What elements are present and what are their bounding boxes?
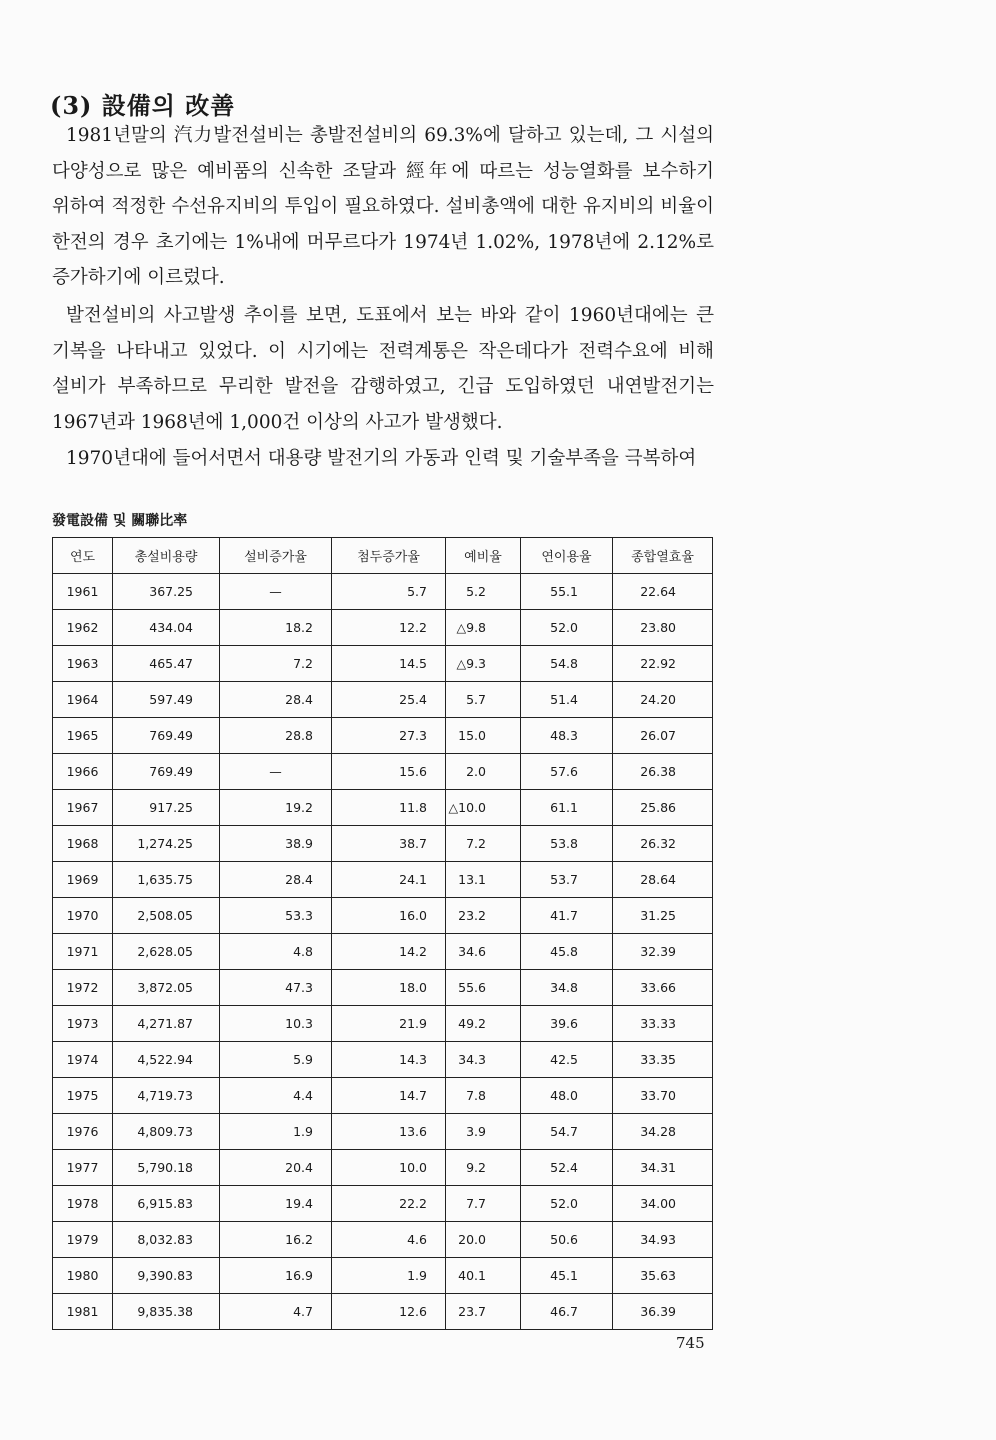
table-cell: 26.32 [613, 826, 713, 862]
table-cell: 465.47 [113, 646, 220, 682]
table-cell: 18.0 [332, 970, 446, 1006]
table-cell: 1978 [53, 1186, 113, 1222]
table-cell: 52.0 [521, 1186, 613, 1222]
table-cell: 46.7 [521, 1294, 613, 1330]
table-cell: △9.8 [446, 610, 521, 646]
table-row [53, 1006, 713, 1042]
table-row [53, 1042, 713, 1078]
table-cell: 26.07 [613, 718, 713, 754]
table-cell: 6,915.83 [113, 1186, 220, 1222]
table-cell: 9,390.83 [113, 1258, 220, 1294]
table-row [53, 574, 713, 610]
table-cell: 7.8 [446, 1078, 521, 1114]
table-cell: 22.92 [613, 646, 713, 682]
table-cell: 2.0 [446, 754, 521, 790]
table-cell: 24.20 [613, 682, 713, 718]
table-cell: 2,628.05 [113, 934, 220, 970]
table-cell: 5.2 [446, 574, 521, 610]
table-cell: 51.4 [521, 682, 613, 718]
table-cell: 20.0 [446, 1222, 521, 1258]
table-cell: 1964 [53, 682, 113, 718]
table-cell: 22.64 [613, 574, 713, 610]
table-cell: 24.1 [332, 862, 446, 898]
table-cell: 21.9 [332, 1006, 446, 1042]
table-cell: 9,835.38 [113, 1294, 220, 1330]
table-cell: 25.4 [332, 682, 446, 718]
table-cell: 4.4 [220, 1078, 332, 1114]
table-cell: 31.25 [613, 898, 713, 934]
table-cell: 40.1 [446, 1258, 521, 1294]
header-reserve-rate: 예비율 [446, 538, 521, 574]
table-cell: 34.00 [613, 1186, 713, 1222]
table-cell: 25.86 [613, 790, 713, 826]
table-cell: 1963 [53, 646, 113, 682]
table-cell: 7.2 [220, 646, 332, 682]
table-cell: 13.1 [446, 862, 521, 898]
table-cell: 1977 [53, 1150, 113, 1186]
table-cell: 27.3 [332, 718, 446, 754]
table-cell: 917.25 [113, 790, 220, 826]
table-cell: 38.9 [220, 826, 332, 862]
table-row [53, 682, 713, 718]
paragraph-maintenance [52, 118, 714, 296]
paragraph-text: 1970년대에 들어서면서 대용량 발전기의 가동과 인력 및 기술부족을 극복하여 [66, 448, 697, 469]
header-utilization: 연이용율 [521, 538, 613, 574]
header-capacity-growth: 설비증가율 [220, 538, 332, 574]
table-cell: 54.8 [521, 646, 613, 682]
table-cell: 36.39 [613, 1294, 713, 1330]
table-row [53, 718, 713, 754]
table-row [53, 610, 713, 646]
table-cell: — [220, 574, 332, 610]
table-cell: 33.70 [613, 1078, 713, 1114]
table-row [53, 898, 713, 934]
table-cell: 41.7 [521, 898, 613, 934]
table-cell: 1,635.75 [113, 862, 220, 898]
table-cell: 1980 [53, 1258, 113, 1294]
table-row [53, 790, 713, 826]
table-cell: 769.49 [113, 754, 220, 790]
table-cell: 47.3 [220, 970, 332, 1006]
table-cell: 1.9 [332, 1258, 446, 1294]
table-cell: 16.2 [220, 1222, 332, 1258]
table-cell: 1975 [53, 1078, 113, 1114]
table-cell: 16.9 [220, 1258, 332, 1294]
table-cell: 1968 [53, 826, 113, 862]
page-number: 745 [676, 1334, 705, 1352]
table-cell: 42.5 [521, 1042, 613, 1078]
table-cell: 53.8 [521, 826, 613, 862]
table-cell: 48.0 [521, 1078, 613, 1114]
table-cell: 22.2 [332, 1186, 446, 1222]
table-row [53, 970, 713, 1006]
table-cell: 28.8 [220, 718, 332, 754]
table-cell: 4.6 [332, 1222, 446, 1258]
table-cell: 13.6 [332, 1114, 446, 1150]
table-cell: 52.4 [521, 1150, 613, 1186]
power-equipment-table [52, 537, 713, 1330]
table-cell: 34.31 [613, 1150, 713, 1186]
table-cell: 769.49 [113, 718, 220, 754]
table-cell: 48.3 [521, 718, 613, 754]
table-cell: 1962 [53, 610, 113, 646]
header-thermal-efficiency: 종합열효율 [613, 538, 713, 574]
table-cell: 34.28 [613, 1114, 713, 1150]
table-cell: 53.3 [220, 898, 332, 934]
table-cell: 32.39 [613, 934, 713, 970]
table-cell: 14.7 [332, 1078, 446, 1114]
table-cell: 15.6 [332, 754, 446, 790]
table-row [53, 1294, 713, 1330]
table-cell: 4,271.87 [113, 1006, 220, 1042]
table-cell: 38.7 [332, 826, 446, 862]
table-cell: 33.66 [613, 970, 713, 1006]
table-cell: 28.4 [220, 682, 332, 718]
table-cell: 1981 [53, 1294, 113, 1330]
table-cell: 5.9 [220, 1042, 332, 1078]
section-heading: (3) 設備의 改善 [50, 91, 236, 120]
table-cell: 33.35 [613, 1042, 713, 1078]
table-cell: 45.1 [521, 1258, 613, 1294]
table-cell: 23.2 [446, 898, 521, 934]
table-row [53, 862, 713, 898]
table-cell: 14.5 [332, 646, 446, 682]
table-cell: 1976 [53, 1114, 113, 1150]
table-cell: 2,508.05 [113, 898, 220, 934]
table-cell: 597.49 [113, 682, 220, 718]
table-row [53, 1150, 713, 1186]
table-cell: 20.4 [220, 1150, 332, 1186]
table-cell: 5.7 [446, 682, 521, 718]
table-cell: 1979 [53, 1222, 113, 1258]
table-cell: 11.8 [332, 790, 446, 826]
table-cell: 10.0 [332, 1150, 446, 1186]
table-cell: 55.1 [521, 574, 613, 610]
table-cell: 1961 [53, 574, 113, 610]
paragraph-text: 1981년말의 汽力발전설비는 총발전설비의 69.3%에 달하고 있는데, 그 시설의 다양성으로 많은 예비품의 신속한 조달과 經年에 따르는 성능열화를 보수하기 위하여 적정한 수선유지비의 투입이 필요하였다. 설비총액에 대한 유지비의 비율이 한전의 경우 초기에는 1%내에 머무르다가 1974년 1.02%, 1978년에 2.12%로 증가하기에 이르렀다. [52, 125, 714, 288]
table-cell: 1.9 [220, 1114, 332, 1150]
table-cell: 33.33 [613, 1006, 713, 1042]
header-year: 연도 [53, 538, 113, 574]
table-cell: 23.80 [613, 610, 713, 646]
table-cell: 7.7 [446, 1186, 521, 1222]
table-cell: 57.6 [521, 754, 613, 790]
table-row [53, 1258, 713, 1294]
table-cell: 53.7 [521, 862, 613, 898]
table-cell: 15.0 [446, 718, 521, 754]
table-cell: 4,809.73 [113, 1114, 220, 1150]
table-cell: — [220, 754, 332, 790]
table-cell: 28.64 [613, 862, 713, 898]
table-cell: 3.9 [446, 1114, 521, 1150]
paragraph-1970s [52, 441, 714, 477]
table-cell: 18.2 [220, 610, 332, 646]
table-cell: △9.3 [446, 646, 521, 682]
table-cell: 34.8 [521, 970, 613, 1006]
table-cell: 1974 [53, 1042, 113, 1078]
table-cell: 1,274.25 [113, 826, 220, 862]
table-cell: 52.0 [521, 610, 613, 646]
table-cell: 34.93 [613, 1222, 713, 1258]
table-row [53, 646, 713, 682]
table-caption: 發電設備 및 關聯比率 [52, 513, 188, 529]
table-cell: 34.6 [446, 934, 521, 970]
table-cell: 55.6 [446, 970, 521, 1006]
table-cell: 1965 [53, 718, 113, 754]
table-cell: 10.3 [220, 1006, 332, 1042]
table-cell: 54.7 [521, 1114, 613, 1150]
table-cell: 8,032.83 [113, 1222, 220, 1258]
table-cell: 3,872.05 [113, 970, 220, 1006]
table-cell: △10.0 [446, 790, 521, 826]
table-cell: 28.4 [220, 862, 332, 898]
table-cell: 14.3 [332, 1042, 446, 1078]
table-row [53, 754, 713, 790]
table-cell: 12.2 [332, 610, 446, 646]
table-cell: 1973 [53, 1006, 113, 1042]
table-cell: 14.2 [332, 934, 446, 970]
table-cell: 7.2 [446, 826, 521, 862]
table-cell: 4.8 [220, 934, 332, 970]
paragraph-accidents [52, 298, 714, 440]
table-cell: 34.3 [446, 1042, 521, 1078]
table-cell: 1966 [53, 754, 113, 790]
table-cell: 16.0 [332, 898, 446, 934]
table-cell: 1970 [53, 898, 113, 934]
table-cell: 1969 [53, 862, 113, 898]
table-cell: 5.7 [332, 574, 446, 610]
table-cell: 4,522.94 [113, 1042, 220, 1078]
table-cell: 1972 [53, 970, 113, 1006]
table-row [53, 1186, 713, 1222]
table-cell: 1967 [53, 790, 113, 826]
table-cell: 434.04 [113, 610, 220, 646]
table-cell: 50.6 [521, 1222, 613, 1258]
table-cell: 5,790.18 [113, 1150, 220, 1186]
table-row [53, 1078, 713, 1114]
table-cell: 9.2 [446, 1150, 521, 1186]
table-cell: 12.6 [332, 1294, 446, 1330]
table-row [53, 1222, 713, 1258]
table-header-row [53, 538, 713, 574]
header-total-capacity: 총설비용량 [113, 538, 220, 574]
table-row [53, 826, 713, 862]
table-cell: 367.25 [113, 574, 220, 610]
header-peak-growth: 첨두증가율 [332, 538, 446, 574]
table-cell: 19.4 [220, 1186, 332, 1222]
table-cell: 35.63 [613, 1258, 713, 1294]
paragraph-text: 발전설비의 사고발생 추이를 보면, 도표에서 보는 바와 같이 1960년대에는 큰 기복을 나타내고 있었다. 이 시기에는 전력계통은 작은데다가 전력수요에 비해 설비가 부족하므로 무리한 발전을 감행하였고, 긴급 도입하였던 내연발전기는 1967년과 1968년에 1,000건 이상의 사고가 발생했다. [52, 305, 714, 433]
table-row [53, 934, 713, 970]
table-cell: 4,719.73 [113, 1078, 220, 1114]
table-row [53, 1114, 713, 1150]
table-cell: 49.2 [446, 1006, 521, 1042]
table-cell: 1971 [53, 934, 113, 970]
table-cell: 45.8 [521, 934, 613, 970]
table-cell: 39.6 [521, 1006, 613, 1042]
table-cell: 26.38 [613, 754, 713, 790]
table-cell: 61.1 [521, 790, 613, 826]
table-cell: 4.7 [220, 1294, 332, 1330]
table-cell: 19.2 [220, 790, 332, 826]
table-cell: 23.7 [446, 1294, 521, 1330]
